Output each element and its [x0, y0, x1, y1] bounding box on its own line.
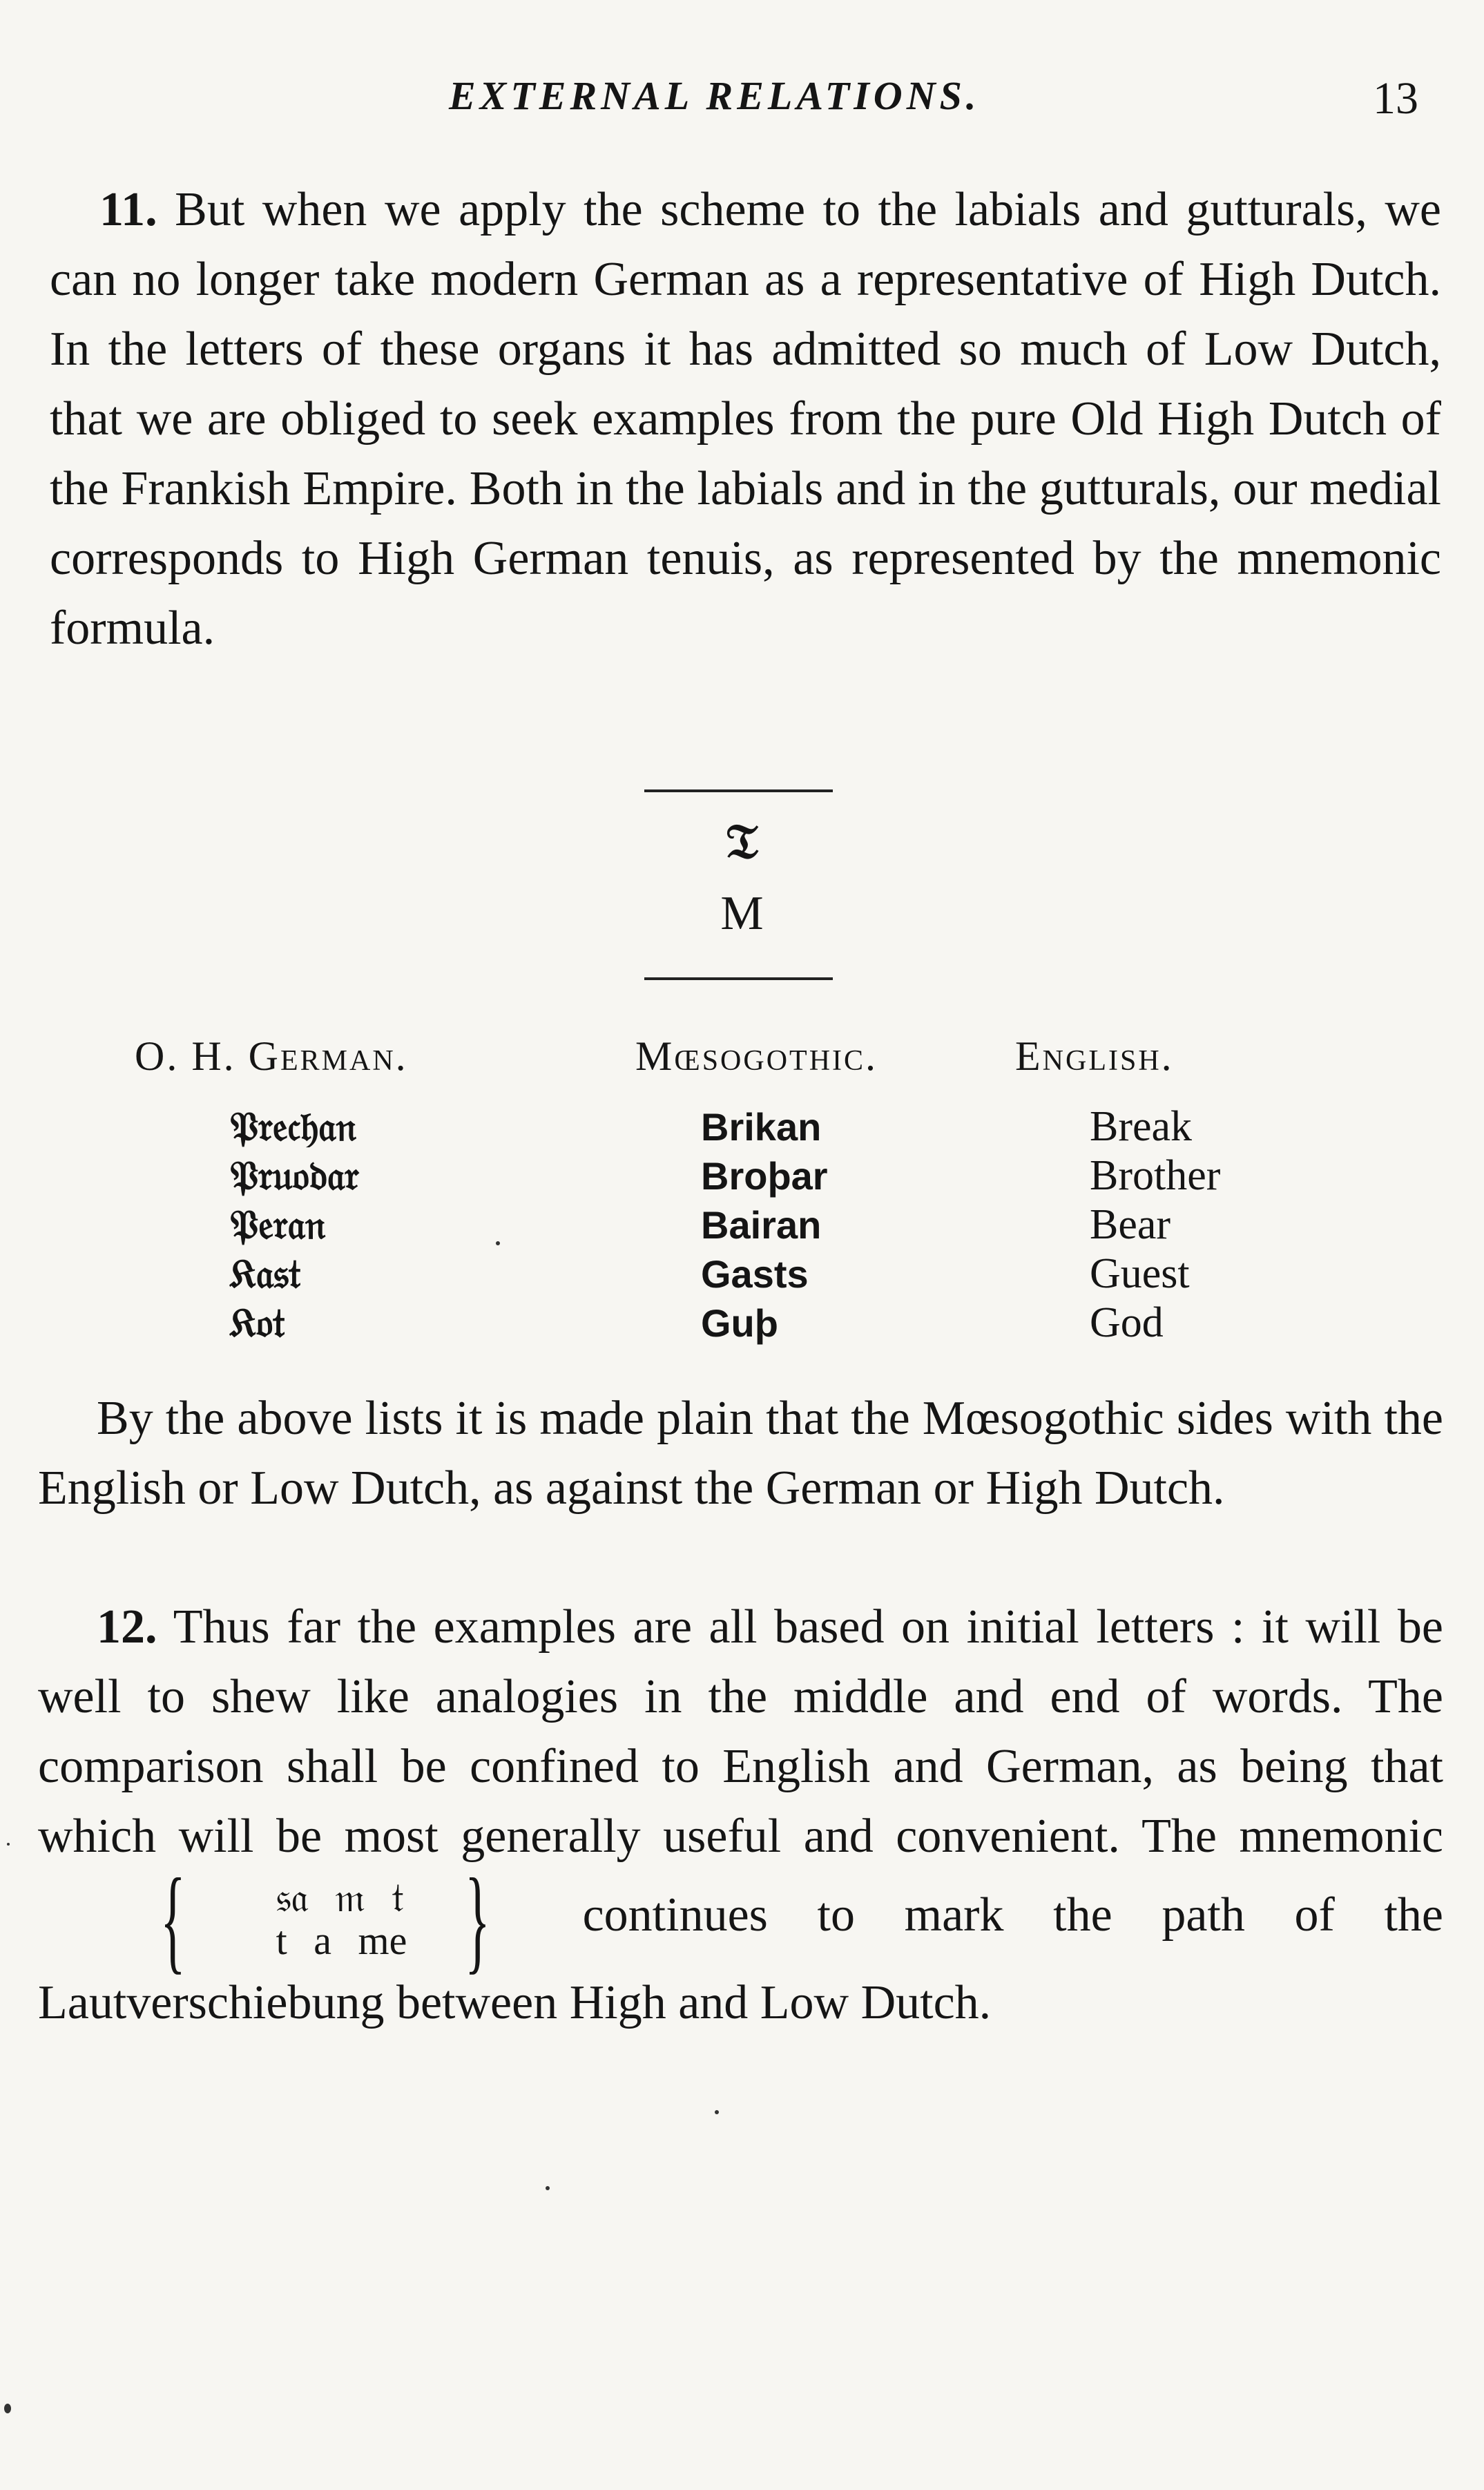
ohg-word: 𝔓𝔯𝔲𝔬𝔡𝔞𝔯 [230, 1153, 359, 1198]
section-number: 11. [99, 183, 157, 236]
running-head: EXTERNAL RELATIONS. [449, 73, 981, 118]
formula-top-letter: 𝔗 [726, 816, 758, 869]
formula-rule-top [644, 789, 833, 792]
english-word: Brother [1090, 1152, 1221, 1199]
ohg-word: 𝔓𝔯𝔢𝔠𝔥𝔞𝔫 [230, 1104, 356, 1149]
moesogothic-word: Gasts [701, 1252, 809, 1296]
paragraph-after-table: By the above lists it is made plain that the Mœsogothic sides with the English or Low Dutch, as against the German or High Dutch. [38, 1392, 1443, 1515]
formula-bottom-letter: M [720, 887, 764, 940]
paper-speck [715, 2110, 719, 2114]
moesogothic-word: Bairan [701, 1203, 822, 1247]
ohg-word: 𝔎𝔞𝔰𝔱 [230, 1252, 301, 1296]
paper-speck [4, 2404, 11, 2413]
header-moesogothic: Mœsogothic. [635, 1033, 878, 1079]
table-row [135, 1102, 1319, 1151]
header-english: English. [1015, 1033, 1174, 1079]
paper-speck [546, 2186, 550, 2190]
english-word: Guest [1090, 1250, 1190, 1297]
english-word: Bear [1090, 1201, 1171, 1248]
english-word: God [1090, 1299, 1164, 1346]
table-row [135, 1200, 1319, 1249]
section-12-text-after: continues to mark the path of the Lautverschiebung between High and Low Dutch. [38, 1888, 1444, 2029]
section-11-text: But when we apply the scheme to the labials and gutturals, we can no longer take modern German as a representative of High Dutch. In the letters of these organs it has admitted so much of Low Dutch, that we are obliged to seek examples from the pure Old High Dutch of the Frankish Empire. Both in the labials and in the gutturals, our medial corresponds to High German tenuis, as represented by the mnemonic formula. [50, 183, 1441, 655]
paper-speck [496, 1241, 500, 1245]
section-12-paragraph [38, 1592, 1443, 2038]
section-number: 12. [97, 1600, 157, 1654]
section-11-paragraph [50, 175, 1441, 663]
formula-rule-bottom [644, 977, 833, 980]
ohg-word: 𝔓𝔢𝔯𝔞𝔫 [230, 1203, 326, 1247]
table-row [135, 1299, 1319, 1348]
page-number: 13 [1373, 73, 1418, 124]
table-row [135, 1249, 1319, 1299]
table-header-row [135, 1033, 1319, 1102]
moesogothic-word: Broþar [701, 1154, 828, 1198]
header-ohg: O. H. German. [135, 1033, 408, 1079]
left-brace: { [160, 1855, 186, 1984]
ohg-word: 𝔎𝔬𝔱 [230, 1301, 285, 1345]
mnemonic-formula [44, 1855, 522, 1984]
comparison-table [135, 1033, 1319, 1348]
mnemonic-stack [218, 1877, 407, 1962]
moesogothic-word: Brikan [701, 1105, 822, 1149]
table-row [135, 1151, 1319, 1200]
mnemonic-top: 𝔰𝔞 𝔪 𝔱 [276, 1875, 405, 1920]
moesogothic-word: Guþ [701, 1301, 778, 1345]
section-12-text-before: Thus far the examples are all based on initial letters : it will be well to shew like analogies in the middle and end of words. The comparison shall be confined to English and German, as being that which will be most generally useful and convenient. The mnemonic [38, 1600, 1443, 1863]
mnemonic-bottom: t a me [276, 1918, 407, 1963]
english-word: Break [1090, 1103, 1193, 1150]
right-brace: } [465, 1855, 491, 1984]
paper-speck [7, 1843, 10, 1846]
